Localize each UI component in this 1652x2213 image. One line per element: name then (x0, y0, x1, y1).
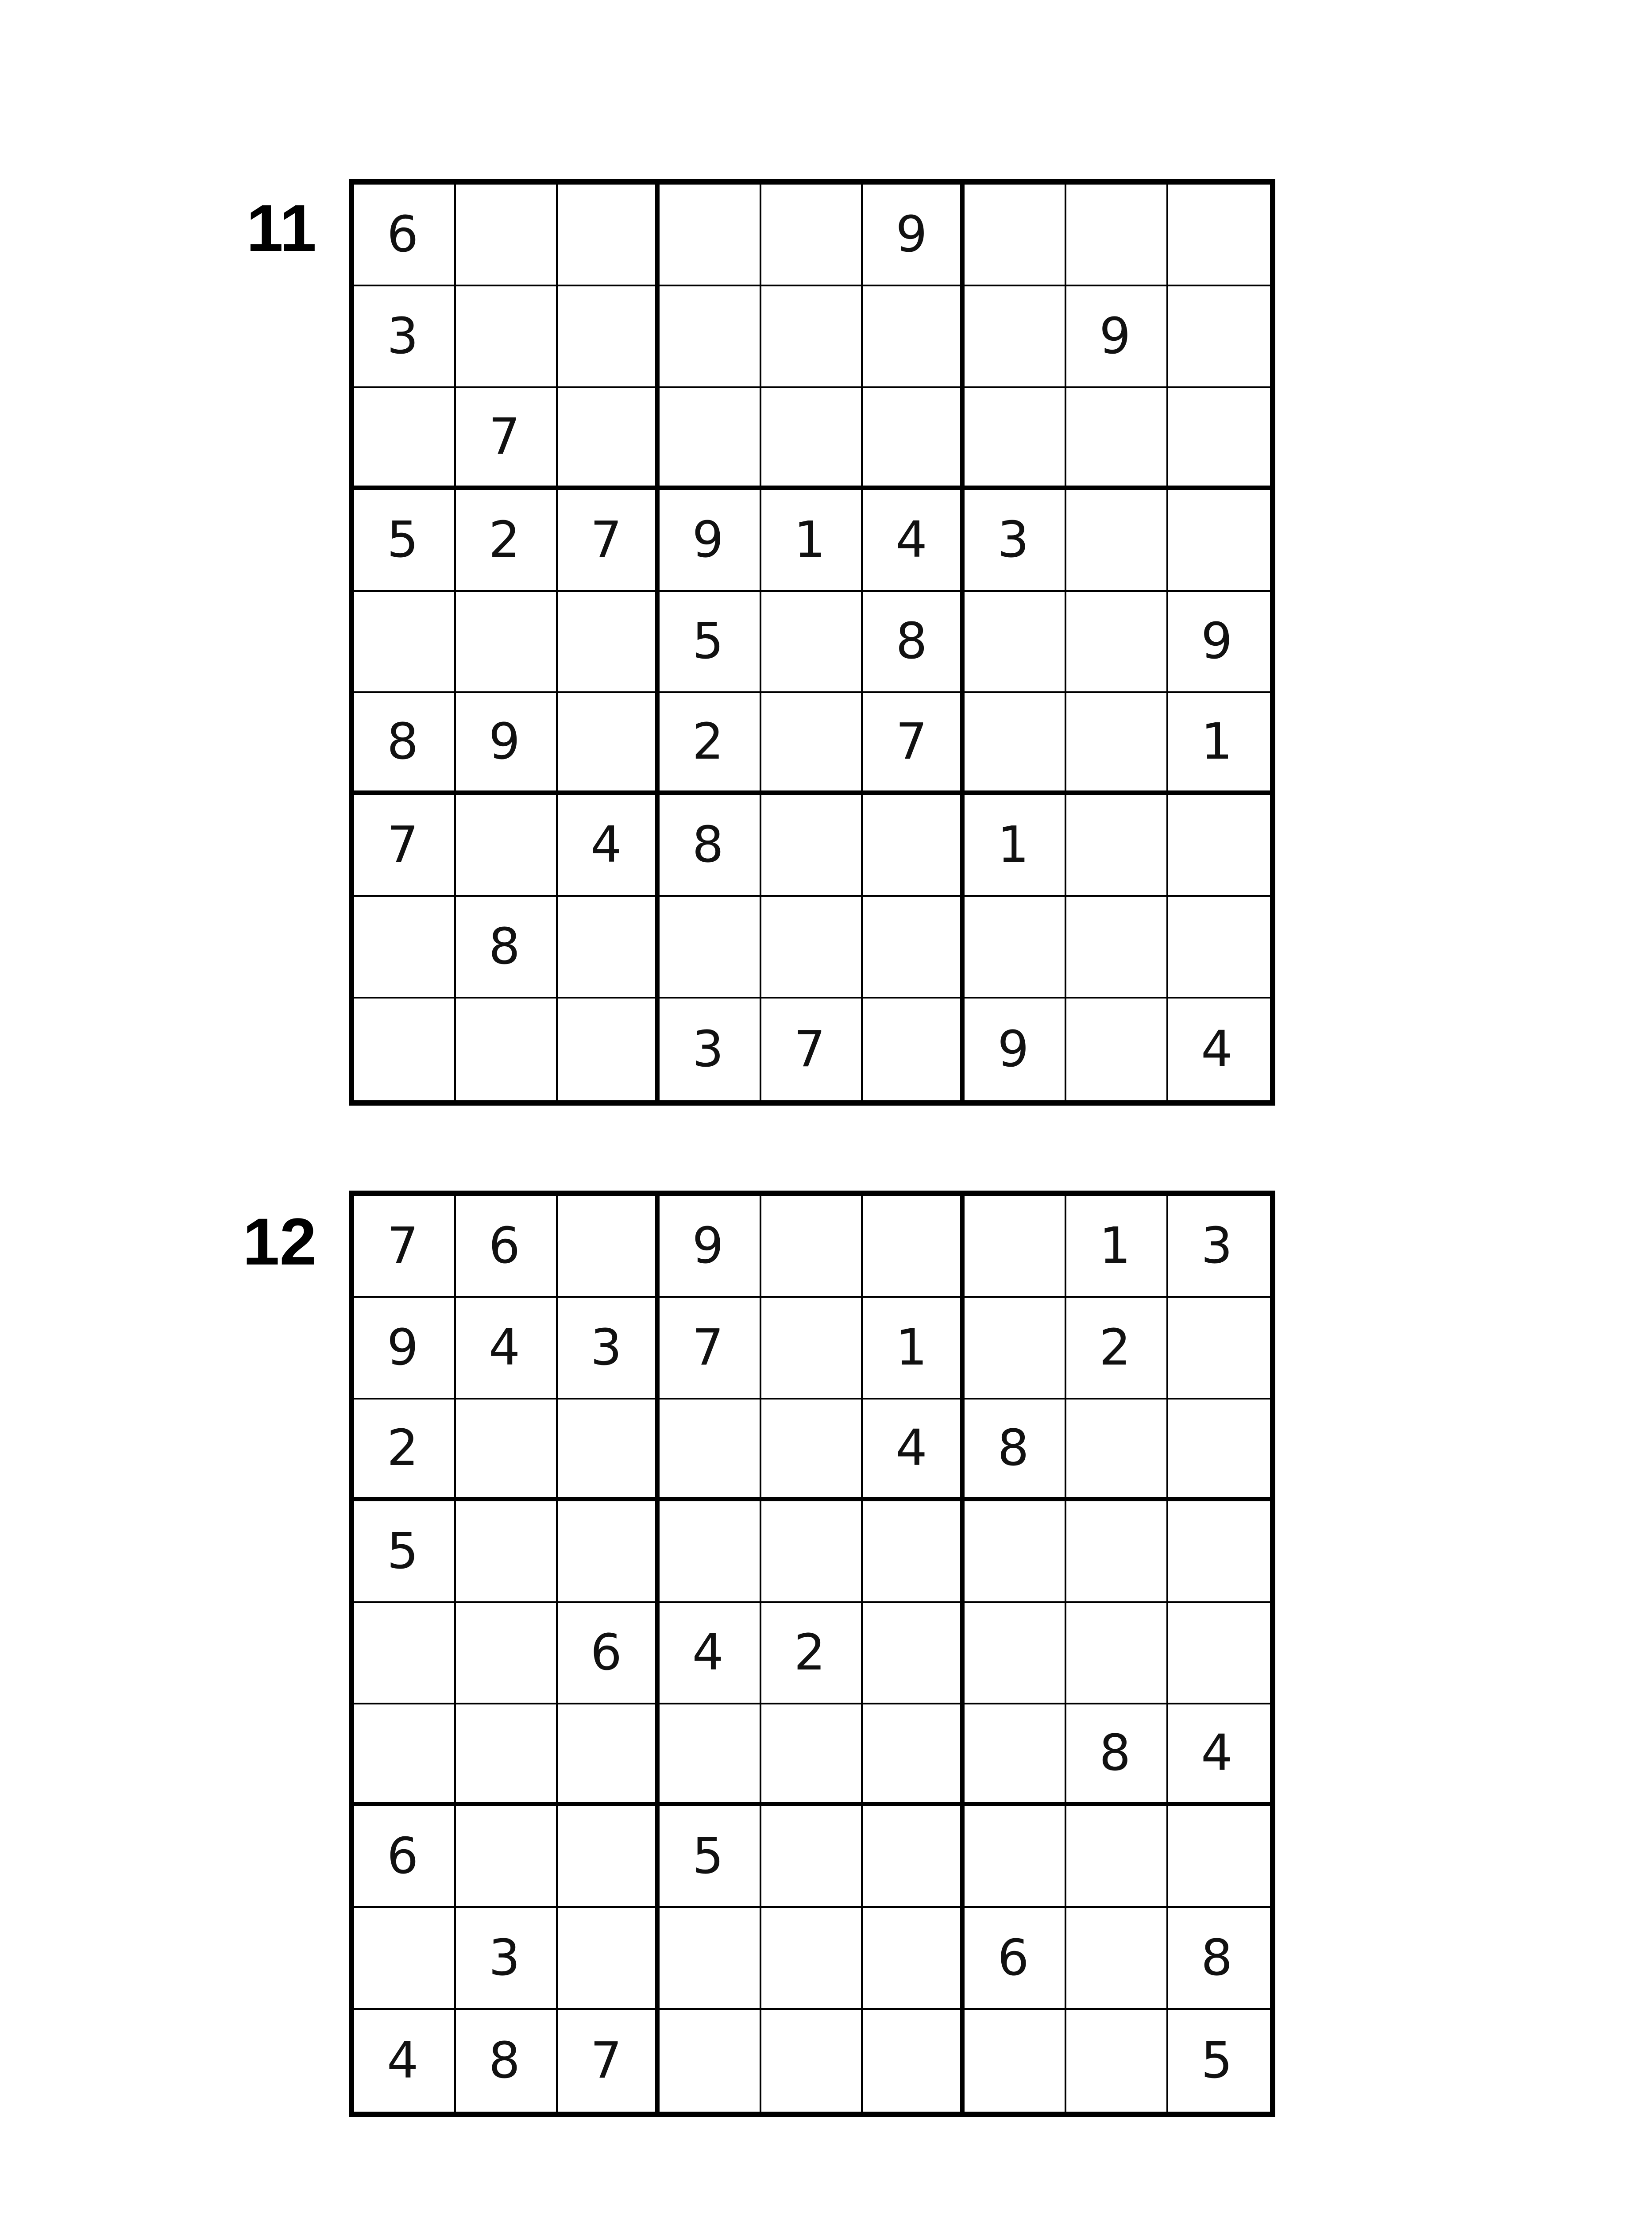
empty-cell[interactable] (863, 1908, 965, 2010)
cell-digit: 9 (997, 1021, 1029, 1079)
empty-cell[interactable] (456, 999, 558, 1100)
given-cell (354, 2010, 456, 2112)
cell-digit: 7 (387, 816, 419, 874)
given-cell (761, 999, 863, 1100)
given-cell (354, 693, 456, 795)
cell-digit: 9 (387, 1319, 419, 1376)
empty-cell[interactable] (1066, 795, 1168, 897)
given-cell (660, 1298, 761, 1400)
cell-digit: 9 (1099, 307, 1131, 365)
empty-cell[interactable] (761, 795, 863, 897)
cell-digit: 9 (895, 205, 927, 263)
empty-cell[interactable] (558, 286, 660, 388)
empty-cell[interactable] (863, 388, 965, 490)
given-cell (965, 490, 1066, 592)
empty-cell[interactable] (456, 795, 558, 897)
empty-cell[interactable] (965, 1806, 1066, 1908)
cell-digit: 2 (794, 1624, 826, 1682)
empty-cell[interactable] (354, 388, 456, 490)
empty-cell[interactable] (456, 1603, 558, 1705)
given-cell (354, 1806, 456, 1908)
given-cell (761, 490, 863, 592)
empty-cell[interactable] (1168, 185, 1270, 286)
empty-cell[interactable] (863, 1704, 965, 1806)
empty-cell[interactable] (1066, 1501, 1168, 1603)
cell-digit: 6 (590, 1624, 622, 1682)
cell-digit: 3 (590, 1319, 622, 1376)
given-cell (1168, 693, 1270, 795)
given-cell (558, 1603, 660, 1705)
given-cell (1168, 592, 1270, 694)
empty-cell[interactable] (558, 1400, 660, 1501)
given-cell (965, 999, 1066, 1100)
given-cell (660, 1603, 761, 1705)
given-cell (558, 1298, 660, 1400)
empty-cell[interactable] (761, 1908, 863, 2010)
empty-cell[interactable] (761, 1298, 863, 1400)
given-cell (1168, 1908, 1270, 2010)
empty-cell[interactable] (1066, 1603, 1168, 1705)
given-cell (354, 185, 456, 286)
empty-cell[interactable] (354, 999, 456, 1100)
cell-digit: 9 (1201, 613, 1233, 671)
empty-cell[interactable] (1066, 1400, 1168, 1501)
empty-cell[interactable] (1168, 1806, 1270, 1908)
given-cell (863, 1400, 965, 1501)
cell-digit: 6 (387, 205, 419, 263)
sudoku-board (349, 179, 1275, 1106)
cell-digit: 4 (895, 511, 927, 569)
empty-cell[interactable] (1066, 2010, 1168, 2112)
empty-cell[interactable] (965, 1501, 1066, 1603)
cell-digit: 1 (1201, 713, 1233, 771)
empty-cell[interactable] (863, 1501, 965, 1603)
given-cell (1066, 1196, 1168, 1298)
given-cell (456, 490, 558, 592)
given-cell (1168, 1196, 1270, 1298)
given-cell (456, 897, 558, 999)
cell-digit: 3 (997, 511, 1029, 569)
cell-digit: 7 (387, 1217, 419, 1275)
empty-cell[interactable] (456, 286, 558, 388)
empty-cell[interactable] (761, 286, 863, 388)
given-cell (1066, 286, 1168, 388)
cell-digit: 2 (488, 511, 521, 569)
cell-digit: 4 (488, 1319, 521, 1376)
given-cell (660, 693, 761, 795)
empty-cell[interactable] (1066, 490, 1168, 592)
given-cell (1168, 1704, 1270, 1806)
empty-cell[interactable] (660, 1501, 761, 1603)
given-cell (354, 795, 456, 897)
given-cell (456, 1908, 558, 2010)
cell-digit: 8 (1099, 1724, 1131, 1782)
given-cell (456, 1298, 558, 1400)
cell-digit: 3 (488, 1929, 521, 1987)
cell-digit: 9 (692, 511, 724, 569)
given-cell (354, 490, 456, 592)
cell-digit: 6 (997, 1929, 1029, 1987)
cell-digit: 2 (692, 713, 724, 771)
empty-cell[interactable] (761, 592, 863, 694)
given-cell (558, 795, 660, 897)
given-cell (456, 1196, 558, 1298)
empty-cell[interactable] (1168, 897, 1270, 999)
given-cell (1168, 999, 1270, 1100)
given-cell (1168, 2010, 1270, 2112)
cell-digit: 8 (488, 918, 521, 976)
empty-cell[interactable] (558, 693, 660, 795)
empty-cell[interactable] (558, 1806, 660, 1908)
given-cell (863, 185, 965, 286)
given-cell (660, 1196, 761, 1298)
empty-cell[interactable] (660, 185, 761, 286)
empty-cell[interactable] (863, 2010, 965, 2112)
empty-cell[interactable] (761, 2010, 863, 2112)
empty-cell[interactable] (1168, 490, 1270, 592)
empty-cell[interactable] (1168, 1501, 1270, 1603)
empty-cell[interactable] (965, 1298, 1066, 1400)
empty-cell[interactable] (456, 592, 558, 694)
empty-cell[interactable] (761, 897, 863, 999)
empty-cell[interactable] (863, 795, 965, 897)
given-cell (558, 490, 660, 592)
empty-cell[interactable] (1066, 592, 1168, 694)
empty-cell[interactable] (456, 1501, 558, 1603)
given-cell (354, 1501, 456, 1603)
cell-digit: 7 (794, 1021, 826, 1079)
empty-cell[interactable] (1168, 286, 1270, 388)
empty-cell[interactable] (660, 1400, 761, 1501)
empty-cell[interactable] (558, 1704, 660, 1806)
given-cell (863, 490, 965, 592)
empty-cell[interactable] (761, 1196, 863, 1298)
cell-digit: 7 (692, 1319, 724, 1376)
empty-cell[interactable] (965, 388, 1066, 490)
empty-cell[interactable] (965, 286, 1066, 388)
empty-cell[interactable] (761, 1806, 863, 1908)
empty-cell[interactable] (558, 185, 660, 286)
cell-digit: 5 (692, 1827, 724, 1885)
empty-cell[interactable] (965, 1196, 1066, 1298)
empty-cell[interactable] (456, 1400, 558, 1501)
given-cell (965, 795, 1066, 897)
empty-cell[interactable] (558, 388, 660, 490)
empty-cell[interactable] (558, 1501, 660, 1603)
empty-cell[interactable] (761, 1400, 863, 1501)
empty-cell[interactable] (558, 1908, 660, 2010)
given-cell (558, 2010, 660, 2112)
empty-cell[interactable] (965, 2010, 1066, 2112)
empty-cell[interactable] (965, 592, 1066, 694)
given-cell (660, 592, 761, 694)
cell-digit: 7 (590, 2032, 622, 2090)
empty-cell[interactable] (456, 185, 558, 286)
cell-digit: 1 (895, 1319, 927, 1376)
given-cell (354, 1298, 456, 1400)
empty-cell[interactable] (1066, 999, 1168, 1100)
empty-cell[interactable] (1066, 693, 1168, 795)
empty-cell[interactable] (863, 1196, 965, 1298)
empty-cell[interactable] (1066, 185, 1168, 286)
puzzle-number: 11 (246, 191, 317, 265)
cell-digit: 9 (488, 713, 521, 771)
empty-cell[interactable] (965, 185, 1066, 286)
empty-cell[interactable] (1168, 795, 1270, 897)
cell-digit: 9 (692, 1217, 724, 1275)
cell-digit: 3 (387, 307, 419, 365)
puzzle-number: 12 (243, 1204, 317, 1279)
empty-cell[interactable] (761, 1501, 863, 1603)
given-cell (1066, 1298, 1168, 1400)
empty-cell[interactable] (660, 1908, 761, 2010)
empty-cell[interactable] (660, 388, 761, 490)
sudoku-board (349, 1191, 1275, 2117)
cell-digit: 8 (1201, 1929, 1233, 1987)
empty-cell[interactable] (354, 897, 456, 999)
cell-digit: 5 (387, 1522, 419, 1580)
cell-digit: 8 (387, 713, 419, 771)
empty-cell[interactable] (1066, 1908, 1168, 2010)
empty-cell[interactable] (1066, 1806, 1168, 1908)
empty-cell[interactable] (1066, 388, 1168, 490)
empty-cell[interactable] (558, 897, 660, 999)
cell-digit: 5 (1201, 2032, 1233, 2090)
given-cell (965, 1400, 1066, 1501)
empty-cell[interactable] (965, 1704, 1066, 1806)
cell-digit: 7 (590, 511, 622, 569)
given-cell (863, 592, 965, 694)
empty-cell[interactable] (965, 693, 1066, 795)
given-cell (863, 693, 965, 795)
empty-cell[interactable] (863, 897, 965, 999)
cell-digit: 7 (895, 713, 927, 771)
given-cell (354, 286, 456, 388)
cell-digit: 2 (387, 1419, 419, 1477)
cell-digit: 3 (692, 1021, 724, 1079)
given-cell (863, 1298, 965, 1400)
cell-digit: 4 (387, 2032, 419, 2090)
empty-cell[interactable] (456, 1704, 558, 1806)
empty-cell[interactable] (1168, 1298, 1270, 1400)
cell-digit: 5 (387, 511, 419, 569)
cell-digit: 4 (895, 1419, 927, 1477)
cell-digit: 4 (692, 1624, 724, 1682)
empty-cell[interactable] (354, 592, 456, 694)
empty-cell[interactable] (354, 1908, 456, 2010)
empty-cell[interactable] (863, 1603, 965, 1705)
given-cell (660, 1806, 761, 1908)
empty-cell[interactable] (863, 999, 965, 1100)
cell-digit: 1 (997, 816, 1029, 874)
cell-digit: 5 (692, 613, 724, 671)
given-cell (354, 1400, 456, 1501)
cell-digit: 3 (1201, 1217, 1233, 1275)
empty-cell[interactable] (761, 388, 863, 490)
given-cell (761, 1603, 863, 1705)
empty-cell[interactable] (965, 1603, 1066, 1705)
empty-cell[interactable] (456, 1806, 558, 1908)
empty-cell[interactable] (1168, 1603, 1270, 1705)
cell-digit: 2 (1099, 1319, 1131, 1376)
cell-digit: 4 (1201, 1021, 1233, 1079)
empty-cell[interactable] (660, 286, 761, 388)
given-cell (660, 999, 761, 1100)
empty-cell[interactable] (1066, 897, 1168, 999)
empty-cell[interactable] (863, 286, 965, 388)
cell-digit: 8 (997, 1419, 1029, 1477)
cell-digit: 1 (794, 511, 826, 569)
empty-cell[interactable] (558, 1196, 660, 1298)
empty-cell[interactable] (761, 185, 863, 286)
cell-digit: 6 (387, 1827, 419, 1885)
given-cell (660, 490, 761, 592)
given-cell (456, 693, 558, 795)
cell-digit: 4 (1201, 1724, 1233, 1782)
given-cell (965, 1908, 1066, 2010)
empty-cell[interactable] (761, 1704, 863, 1806)
given-cell (1066, 1704, 1168, 1806)
given-cell (456, 388, 558, 490)
empty-cell[interactable] (761, 693, 863, 795)
empty-cell[interactable] (863, 1806, 965, 1908)
empty-cell[interactable] (660, 897, 761, 999)
cell-digit: 8 (895, 613, 927, 671)
cell-digit: 7 (488, 408, 521, 466)
empty-cell[interactable] (660, 1704, 761, 1806)
given-cell (456, 2010, 558, 2112)
given-cell (354, 1196, 456, 1298)
cell-digit: 4 (590, 816, 622, 874)
cell-digit: 1 (1099, 1217, 1131, 1275)
empty-cell[interactable] (1168, 388, 1270, 490)
empty-cell[interactable] (558, 592, 660, 694)
empty-cell[interactable] (354, 1603, 456, 1705)
empty-cell[interactable] (354, 1704, 456, 1806)
empty-cell[interactable] (1168, 1400, 1270, 1501)
cell-digit: 6 (488, 1217, 521, 1275)
empty-cell[interactable] (660, 2010, 761, 2112)
empty-cell[interactable] (558, 999, 660, 1100)
cell-digit: 8 (692, 816, 724, 874)
cell-digit: 8 (488, 2032, 521, 2090)
given-cell (660, 795, 761, 897)
empty-cell[interactable] (965, 897, 1066, 999)
